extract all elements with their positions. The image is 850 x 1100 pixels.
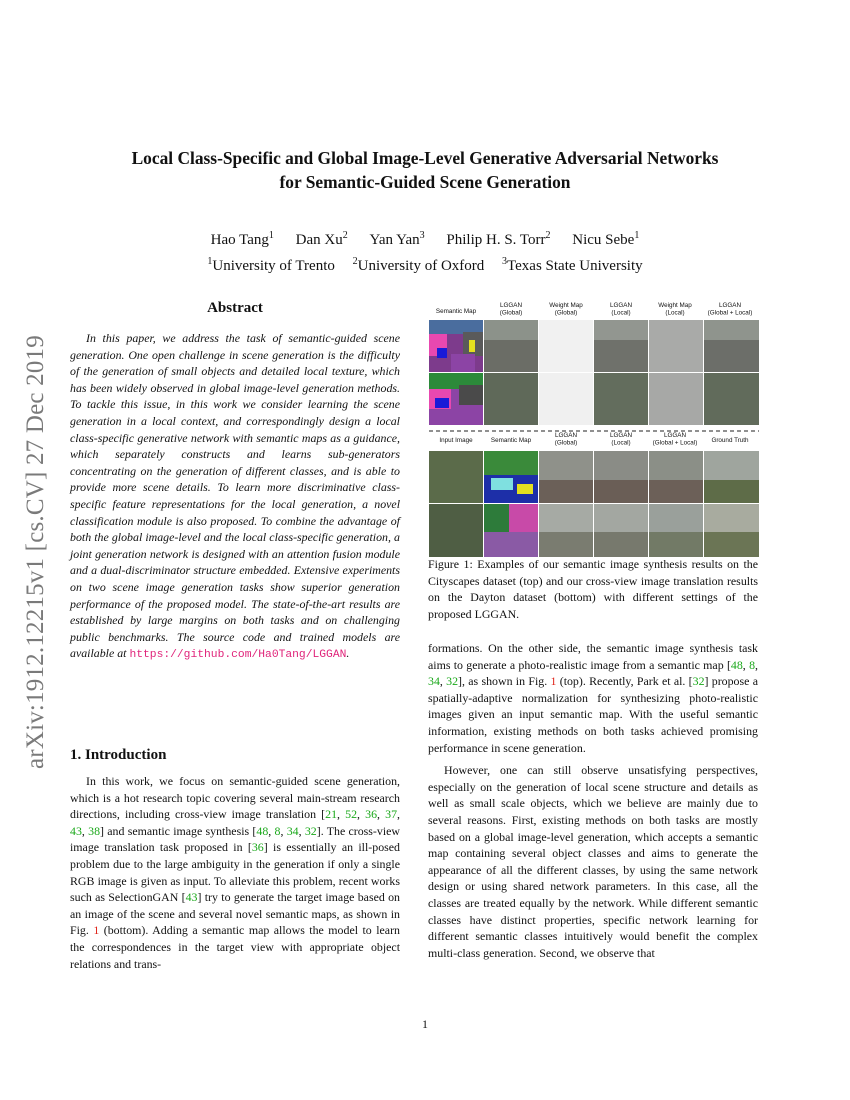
weight-map-image: [539, 373, 593, 425]
generated-image: [539, 532, 593, 557]
citation-link[interactable]: 38: [88, 823, 101, 838]
title-line-2: for Semantic-Guided Scene Generation: [279, 172, 571, 192]
semantic-map-image: [429, 320, 483, 372]
label-lggan-global: LGGAN (Global): [554, 432, 578, 447]
intro-paragraph: In this work, we focus on semantic-guided scene generation, which is a hot research topic covering several main-stream research directions, including cross-view image translation [21, 52, 36, 37, 43, 38] and semantic image synthesis [48, 8, 34, 32]. The cross-view image translation task proposed in [36] is essentially an ill-posed problem due to the large ambiguity in the generation if only a single RGB image is given as input. To alleviate this problem, recent works such as SelectionGAN [43] try to generate the target image based on an image of the scene and several novel semantic maps, as shown in Fig. 1 (bottom). Adding a semantic map allows the model to learn the correspondences in the target view with appropriate object relations and trans-: [70, 774, 401, 971]
label-lggan-global-local: LGGAN (Global + Local): [707, 302, 753, 317]
arxiv-identifier[interactable]: arXiv:1912.12215v1 [cs.CV] 27 Dec 2019: [22, 335, 49, 769]
author: Dan Xu$^2$: [295, 230, 348, 248]
intro-column: [70, 773, 400, 972]
generated-image: [484, 373, 538, 425]
author-list: [70, 225, 780, 251]
left-column: [70, 300, 400, 664]
label-weight-map-global: Weight Map (Global): [549, 302, 583, 317]
author: Hao Tang$^1$: [210, 230, 274, 248]
citation-link[interactable]: 8: [274, 823, 281, 838]
generated-image: [704, 320, 759, 340]
citation-link[interactable]: 36: [365, 807, 378, 822]
citation-link[interactable]: 32: [446, 674, 459, 689]
label-semantic-map: Semantic Map: [490, 437, 532, 444]
generated-image: [594, 480, 648, 503]
right-column: [428, 640, 758, 961]
input-image: [429, 504, 483, 557]
figure-1-caption: Figure 1: Examples of our semantic image synthesis results on the Cityscapes dataset (top) and our cross-view image translation results on the Dayton dataset (bottom) with different settings of the proposed LGGAN.: [428, 557, 758, 621]
section-heading-introduction: 1. Introduction: [70, 747, 167, 763]
generated-image: [594, 373, 648, 425]
generated-image: [594, 320, 648, 340]
figure-1: [429, 300, 759, 560]
figure-link[interactable]: 1: [93, 923, 100, 938]
citation-link[interactable]: 8: [749, 657, 756, 672]
generated-image: [539, 480, 593, 503]
weight-map-image: [649, 373, 703, 425]
affiliation-list: [70, 251, 780, 277]
figure-1-graphic: [429, 300, 759, 560]
semantic-map-image: [484, 451, 538, 503]
citation-link[interactable]: 52: [345, 807, 358, 822]
citation-link[interactable]: 32: [692, 674, 705, 689]
generated-image: [704, 373, 759, 425]
abstract-text: In this paper, we address the task of semantic-guided scene generation. One open challenge in scene generation is the difficulty of the generation of small objects and detailed local texture, which has been widely observed in global image-level generation methods. To tackle this issue, in this work we consider learning the scene generation in a local context, and correspondingly design a local class-specific generative network with semantic maps as a guidance, which separately constructs and learns sub-generators concentrating on the generation of different classes, and is able to provide more scene details. To learn more discriminative class-specific feature representations for the local generation, a novel classification module is also proposed. To combine the advantage of both the global image-level and the local class-specific generation, a joint generation network is designed with an attention fusion module and a dual-discriminator structure embedded. Extensive experiments on two scene image generation tasks show superior generation performance of the proposed model. The state-of-the-art results are established by large margins on both tasks and on challenging public benchmarks. The source code and trained models are available at https://github.com/Ha0Tang/LGGAN.: [70, 331, 400, 662]
code-link[interactable]: https://github.com/Ha0Tang/LGGAN: [129, 649, 347, 662]
author: Nicu Sebe$^1$: [572, 230, 640, 248]
citation-link[interactable]: 37: [385, 807, 398, 822]
ground-truth-image: [704, 532, 759, 557]
affiliation: $^3$Texas State University: [502, 256, 643, 274]
ground-truth-image: [704, 480, 759, 503]
affiliation: $^1$University of Trento: [207, 256, 335, 274]
affiliation: $^2$University of Oxford: [352, 256, 485, 274]
figure-link[interactable]: 1: [550, 674, 557, 689]
right-paragraph-2: However, one can still observe unsatisfying perspectives, especially on the generation of local scene structure and details as well as small scale objects, which we believe are mainly due to several reasons. First, existing methods on both tasks are mostly based on a global image-level generation, which accepts a semantic map containing several object classes and aims to generate the appearance of all the different classes, by using the same network design or using shared network parameters. In this case, all the classes are treated equally by the network. While different semantic classes have distinct properties, specific network learning for different semantic classes intuitively would benefit the complex multi-class generation. Second, we observe that: [428, 763, 758, 960]
generated-image: [594, 532, 648, 557]
paper-title: [70, 146, 780, 194]
title-line-1: Local Class-Specific and Global Image-Level Generative Adversarial Networks: [131, 148, 719, 168]
right-paragraph-1: formations. On the other side, the semantic image synthesis task aims to generate a photo-realistic image from a semantic map [48, 8, 34, 32], as shown in Fig. 1 (top). Recently, Park et al. [32] propose a spatially-adaptive normalization for synthesizing photo-realistic images given an input semantic map. With the useful semantic information, existing methods on both tasks achieved promising performance in scene generation.: [428, 641, 758, 755]
input-image: [429, 451, 483, 503]
weight-map-image: [539, 320, 593, 372]
label-weight-map-local: Weight Map (Local): [658, 302, 692, 317]
citation-link[interactable]: 48: [256, 823, 269, 838]
author: Philip H. S. Torr$^2$: [446, 230, 551, 248]
label-input-image: Input Image: [439, 437, 473, 444]
label-ground-truth: Ground Truth: [711, 437, 749, 444]
author-block: [70, 225, 780, 277]
label-lggan-local: LGGAN (Local): [609, 302, 633, 317]
figure-top-labels: [436, 302, 752, 317]
figure-bottom-labels: [439, 432, 749, 447]
citation-link[interactable]: 48: [730, 657, 743, 672]
weight-map-image: [649, 320, 703, 372]
citation-link[interactable]: 34: [428, 674, 440, 689]
citation-link[interactable]: 32: [304, 823, 317, 838]
citation-link[interactable]: 43: [185, 890, 198, 905]
figure-top-grid: [429, 320, 759, 425]
page-number: 1: [422, 1017, 428, 1031]
label-semantic-map: Semantic Map: [435, 308, 477, 315]
citation-link[interactable]: 21: [325, 807, 338, 822]
label-lggan-global-local: LGGAN (Global + Local): [652, 432, 698, 447]
citation-link[interactable]: 36: [251, 840, 264, 855]
author: Yan Yan$^3$: [369, 230, 425, 248]
semantic-map-image: [429, 373, 483, 425]
semantic-map-image: [484, 504, 538, 557]
abstract-heading: Abstract: [207, 300, 263, 316]
generated-image: [484, 320, 538, 340]
generated-image: [649, 480, 703, 503]
figure-bottom-grid: [429, 451, 759, 557]
generated-image: [649, 532, 703, 557]
label-lggan-local: LGGAN (Local): [609, 432, 633, 447]
citation-link[interactable]: 34: [286, 823, 299, 838]
citation-link[interactable]: 43: [70, 823, 82, 838]
label-lggan-global: LGGAN (Global): [499, 302, 523, 317]
